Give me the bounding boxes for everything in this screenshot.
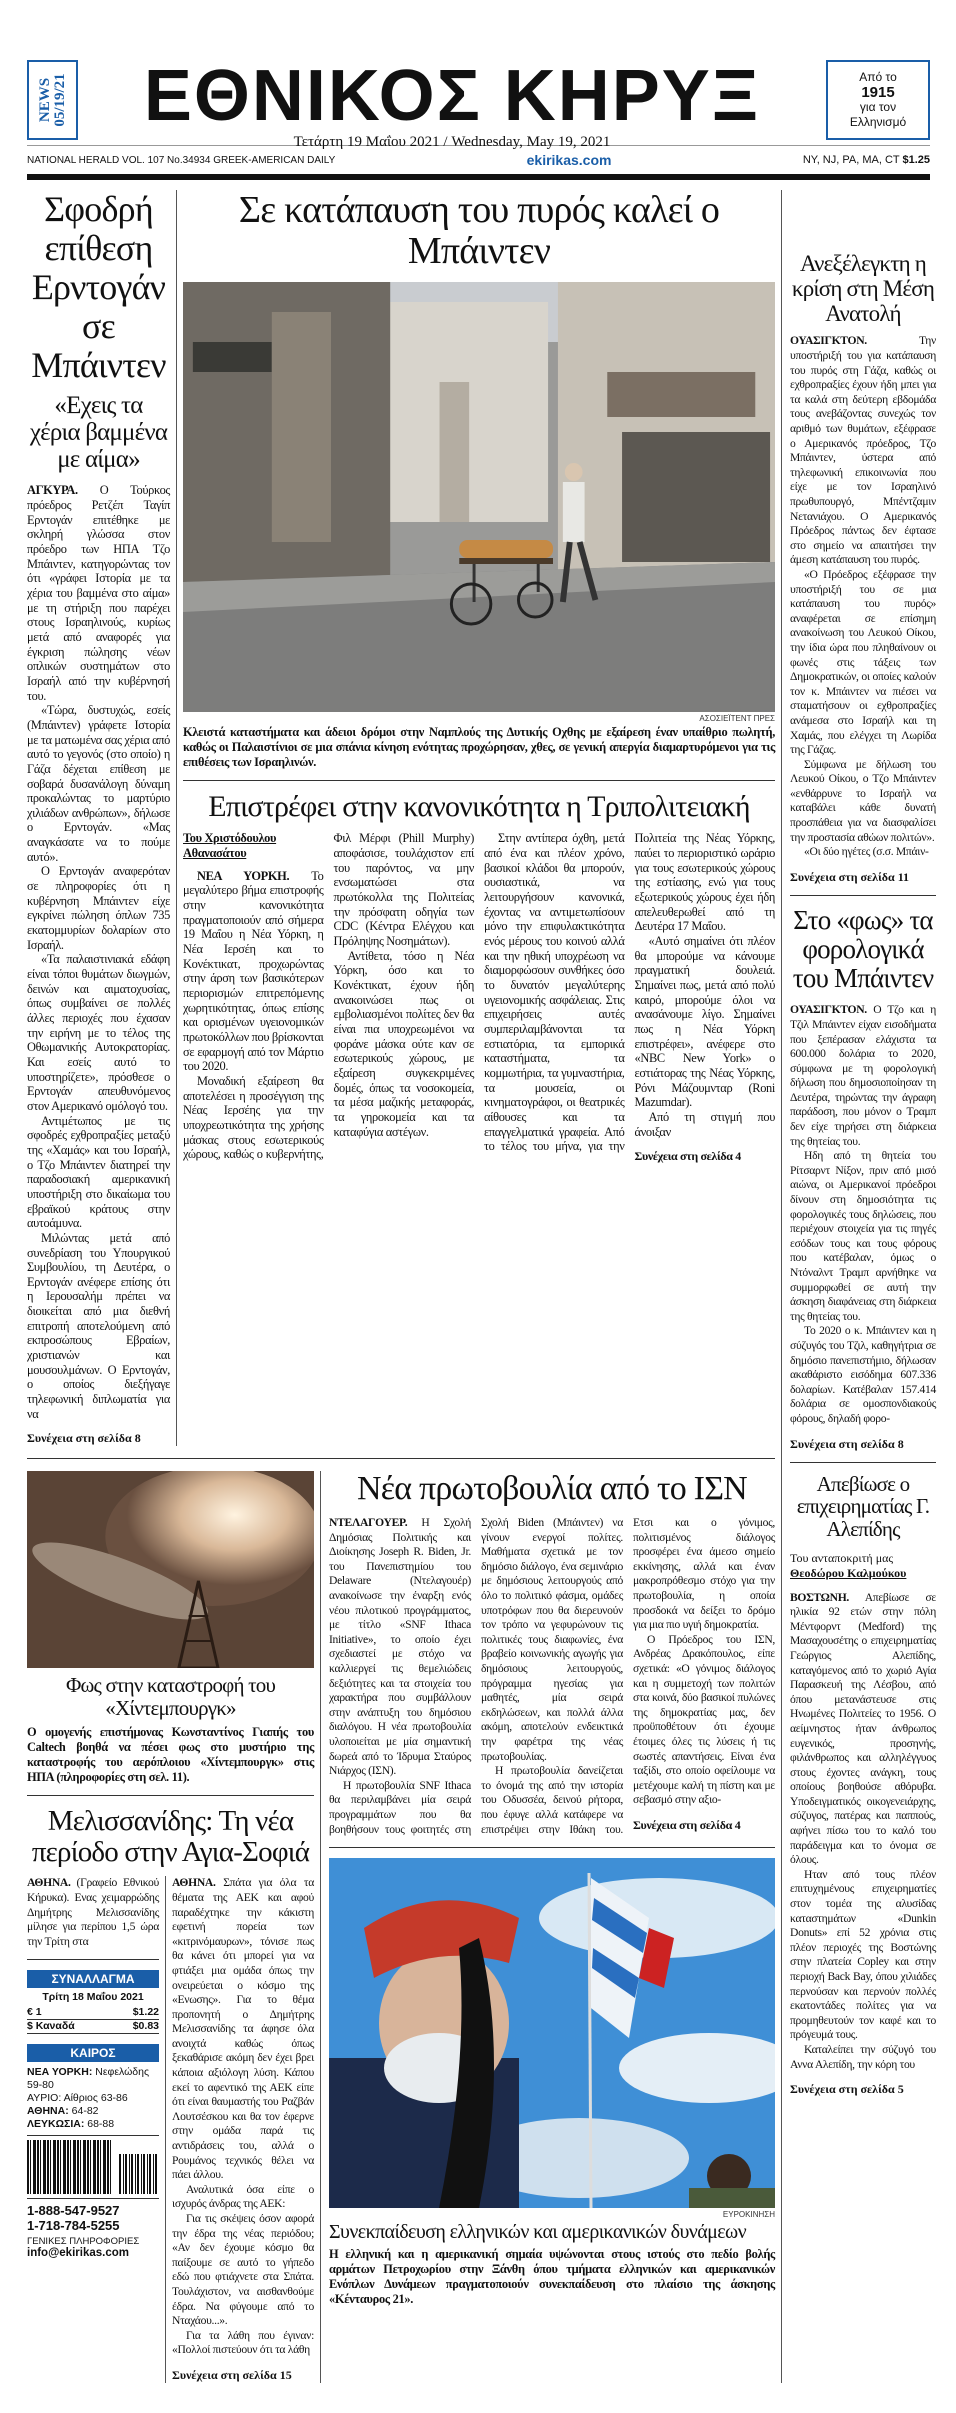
paragraph	[172, 2183, 314, 2212]
paragraph	[27, 1231, 170, 1422]
paragraph	[27, 952, 170, 1113]
weather-title: ΚΑΙΡΟΣ	[27, 2044, 159, 2062]
paragraph	[27, 483, 170, 703]
paragraph-text: Αναλυτικά όσα είπε ο ισχυρός άνδρας της ΑΕΚ:	[172, 2182, 314, 2211]
article-body	[790, 334, 936, 859]
paragraph-text: «Τώρα, δυστυχώς, εσείς (Μπάιντεν) γράφετε Ιστορία με τα ματωμένα σας χέρια από αυτό το γεγονός (στο οποίο) η Γάζα δέχεται επίθεση με σοβαρά δυσανάλογη δύναμη προκαλώντας το μαρτύριο χιλιάδων ανθρώπων», δήλωσε ο Ερντογάν. «Μας αναγκάσατε να το πούμε αυτό».	[27, 703, 170, 864]
article-body	[27, 483, 170, 1421]
paragraph-text: Αντιμέτωπος με τις σφοδρές εχθροπραξίες μεταξύ της «Χαμάς» και του Ισραήλ, ο Τζο Μπάιντεν διατηρεί την παραδοσιακή αμερικανική υποστήριξη στο δικαίωμα του εβραϊκού κράτους στην αυτοάμυνα.	[27, 1113, 170, 1231]
phone-2: 1-718-784-5255	[27, 2218, 120, 2234]
hindenburg-headline: Φως στην καταστροφή του «Χίντεμπουργκ»	[65, 1673, 276, 1721]
phone-1: 1-888-547-9527	[27, 2203, 120, 2219]
article-headline: Στο «φως» τα φορολογικά του Μπάιντεν	[792, 904, 934, 994]
paragraph	[790, 2043, 936, 2072]
paragraph	[790, 1591, 936, 1868]
paragraph-text: Ηδη από τη θητεία του Ρίτσαρντ Νίξον, πριν από μισό αιώνα, οι Αμερικανοί πρόεδροι δίνουν στη δημοσιότητα τις φορολογικές τους δηλώσεις, που περιέχουν στοιχεία για τις πηγές εσόδων τους και τους φόρους που κατέβαλαν, όμως ο Ντόναλντ Τραμπ αρνήθηκε να συμμορφωθεί σε αυτή την άσκηση διαφάνειας στη διάρκεια της θητείας του.	[790, 1149, 936, 1323]
melissanidis-lead	[27, 1876, 159, 1949]
isn-headline: Νέα πρωτοβουλία από το ΙΣΝ	[357, 1470, 747, 1508]
barcode	[27, 2135, 159, 2198]
region-price	[803, 154, 930, 166]
photo-caption: Κλειστά καταστήματα και άδειοι δρόμοι στην Ναμπλούς της Δυτικής Οχθης με εξαίρεση έναν υπαίθριο πωλητή, καθώς οι Παλαιστίνιοι σε μια σπάνια κίνηση ενότητας προχώρησαν, χθες, σε γενική απεργία διαμαρτυρόμενοι για τις επιθέσεις των Ισραηλινών.	[183, 725, 775, 770]
paragraph	[172, 2329, 314, 2358]
continued-link[interactable]: Συνέχεια στη σελίδα 8	[790, 1436, 904, 1451]
since-badge	[826, 60, 930, 140]
info-box	[27, 1970, 159, 2259]
rate: $0.83	[132, 2020, 159, 2033]
paragraph	[172, 1876, 314, 2182]
continued-link[interactable]: Συνέχεια στη σελίδα 4	[633, 1817, 741, 1832]
regions: NY, NJ, PA, MA, CT	[802, 154, 900, 166]
paragraph-text: Σπάτα για όλα τα θέματα της ΑΕΚ και αφού παραδέχτηκε την κάκιστη εφετινή πορεία των «κιτρινόμαυρων», τόνισε πως θα κάνει ότι μπορεί για να φτιάξει μια ομάδα όπως την ονειρεύεται ο κόσμο της «Ενωσης». Για το θέμα προπονητή ο Δημήτρης Μελισσανίδης τα άφησε όλα ανοιχτά καθώς όπως ξεκαθάρισε ακόμη δεν έχει βρει κάποια αξιόλογη λύση. Κάπου εκεί το αφεντικό της ΑΕΚ είπε ότι είναι θαυμαστής του Ραζβάν Λουτσέσκου και θα τον έφερνε στην ομάδα παρά τις αντιδράσεις του, αλλά ο Ρουμάνος τεχνικός θέλει να πάει άλλου.	[172, 1876, 314, 2182]
paragraph	[790, 334, 936, 568]
city: ΝΕΑ ΥΟΡΚΗ:	[27, 2066, 93, 2079]
paragraph-text: «Οι δύο ηγέτες (σ.σ. Μπάιν-	[804, 845, 929, 859]
paragraph-text: Για τα λάθη που έγιναν: «Πολλοί πιστεύουν ότι τα λάθη	[172, 2328, 314, 2357]
paragraph-text: Από τη στιγμή που άνοιξαν	[634, 1109, 775, 1139]
city: ΑΘΗΝΑ:	[27, 2105, 69, 2118]
paragraph	[183, 869, 324, 1074]
forecast: Νεφελώδης 59-80	[27, 2066, 150, 2092]
dateline: ΒΟΣΤΩΝΗ.	[790, 1590, 850, 1604]
melissanidis-headline: Μελισσανίδης: Τη νέα περίοδο στην Αγια-Σοφιά	[31, 1804, 310, 1869]
paragraph	[633, 1633, 775, 1808]
logo: ΕΘΝΙΚΟΣ ΚΗΡΥΞ	[143, 56, 761, 136]
dateline: ΟΥΑΣΙΓΚΤΟΝ.	[790, 1003, 867, 1017]
info-bar	[27, 146, 930, 180]
weather-row	[27, 2105, 159, 2118]
website-link[interactable]: ekirikas.com	[526, 152, 612, 168]
continued-link[interactable]: Συνέχεια στη σελίδα 8	[27, 1431, 141, 1446]
byline: Του Χριστόδουλου Αθανασάτου	[183, 831, 277, 861]
training-photo	[329, 1858, 775, 2208]
dateline: ΝΕΑ ΥΟΡΚΗ.	[197, 868, 290, 883]
paragraph-text: «Τα παλαιστινιακά εδάφη είναι τόποι θυμάτων διωγμών, δεινών και αιματοχυσίας, όπως συμβαίνει σε πολλές άλλες περιοχές που έχασαν την ειρήνη με το τέλος της Οθωμανικής Αυτοκρατορίας. Και εσείς αυτό το υποστηρίζετε», πρόσθεσε ο Ερντογάν απευθυνόμενος στον Αμερικανό ομόλογό του.	[27, 952, 170, 1113]
since-label: για τον	[859, 100, 897, 114]
dateline: ΑΘΗΝΑ.	[27, 1876, 71, 1890]
paragraph-text: «Αυτό σημαίνει ότι πλέον θα μπορούμε να κάνουμε πραγματική δουλειά. Σημαίνει πως, μετά από πολύ καιρό, μπορούμε όλοι να ανασάνουμε λίγο. Σημαίνει πως η Νέα Υόρκη επιστρέφει», ανέφερε στο «NBC New York» ο εστιάτορας της Νέας Υόρκης, Ρόνι Μάζουμνταρ (Roni Mazumdar).	[634, 934, 775, 1110]
paragraph	[27, 1114, 170, 1231]
photo-credit: ΕΥΡΟΚΙΝΗΣΗ	[722, 2210, 775, 2220]
since-label: Ελληνισμό	[849, 115, 907, 129]
weather-row	[27, 2066, 159, 2092]
article-headline: Σφοδρή επίθεση Ερντογάν σε Μπάιντεν	[31, 189, 166, 385]
paragraph	[27, 703, 170, 864]
paragraph-text: Ο Τζο και η Τζιλ Μπάιντεν είχαν εισοδήματα που ξεπέρασαν ελάχιστα τα 600.000 δολάρια το 2020, σύμφωνα με τη φορολογική δήλωση που δημοσιοποίησαν τη Δευτέρα, τηρώντας την άγραφη παράδοση, που μόνον ο Τραμπ δεν είχε τηρήσει στη διάρκεια της θητείας του.	[790, 1003, 936, 1148]
paragraph-text: «Ο Πρόεδρος εξέφρασε την υποστήριξή του σε μια κατάπαυση του πυρός» αναφέρεται σε επίσημη ανακοίνωση του Λευκού Οίκου, την ίδια ώρα που πληθαίνουν οι φωνές στις τάξεις των Δημοκρατικών, οι οποίες καλούν τον κ. Μπάιντεν να πιέσει να σταματήσουν οι εχθροπραξίες ανάμεσα στο Ισραήλ και τη Χαμάς, που ελέγχει τη Λωρίδα της Γάζας.	[790, 567, 936, 757]
paragraph-text: Σύμφωνα με δήλωση του Λευκού Οίκου, ο Τζο Μπάιντεν «ενθάρρυνε το Ισραήλ να καταβάλει κάθε δυνατή προσπάθεια για να διασφαλίσει την προστασία αθώων πολιτών».	[790, 757, 936, 844]
alepidis-article	[790, 1473, 936, 2098]
tripoli-article	[183, 831, 775, 1163]
article-headline: Απεβίωσε ο επιχειρηματίας Γ. Αλεπίδης	[796, 1471, 930, 1541]
paragraph	[635, 1110, 776, 1139]
news-label: NEWS	[36, 77, 53, 123]
paragraph-text: Η πρωτοβουλία SNF Ithaca θα περιλαμβάνει μία σειρά προγραμμάτων που θα βοηθήσουν τους φοιτητές στη Σχολή Biden (Μπάιντεν) να γίνουν ενεργοί πολίτες. Μαθήματα σχετικά με τον δημόσιο διάλογο, ένα σεμινάριο με δημόσιους λειτουργούς από όλο το πολιτικό φάσμα, ομάδες υποτρόφων που θα διερευνούν τον τρόπο να γεφυρώνουν τις πολιτικές τους διαφωνίες, ένα βραβείο κοινωνικής αγωγής για δημόσιους λειτουργούς, πρόγραμμα ηγεσίας για μαθητές, μία σειρά εκδηλώσεων, και πολλά άλλα ακόμη, αποτελούν ενδεικτικά την φαρέτρα της νέας πρωτοβουλίας.	[329, 1516, 623, 1836]
taxes-article	[790, 906, 936, 1452]
mideast-article	[790, 252, 936, 885]
paragraph-text: Απεβίωσε σε ηλικία 92 ετών στην πόλη Μέντφορντ (Medford) της Μασαχουσέτης ο επιχειρηματίας Γεώργιος Αλεπίδης, καταγόμενος από το χωριό Αγία Παρασκευή της Λέσβου, από όπου μετανάστευσε στις Ηνωμένες Πολιτείες το 1956. Ο αείμνηστος ήταν άνθρωπος ευγενικός, προσηνής, φιλάνθρωπος και αλληλέγγυος στους έχοντες ανάγκη, τους οποίους βοηθούσε αθόρυβα. Υποδειγματικός οικογενειάρχης, σύζυγος, πατέρας και παππούς, αφήνει πίσω του το καλό του παράδειγμα και το όνομα σε όλους.	[790, 1590, 936, 1867]
paragraph	[635, 934, 776, 1110]
paragraph-text: Ο Ερντογάν αναφερόταν σε πληροφορίες ότι η κυβέρνηση Μπάιντεν είχε εγκρίνει πώληση όπλων 735 εκατομμυρίων δολαρίων στο Ισραήλ.	[27, 864, 170, 952]
paragraph-text: Η Σχολή Δημόσιας Πολιτικής και Διοίκησης Joseph R. Biden, Jr. του Πανεπιστημίου του Delaware (Ντελαγουέρ) ανακοίνωσε την έναρξη ενός νέου πιλοτικού προγράμματος, με τίτλο «SNF Ithaca Initiative», το οποίο έχει σχεδιαστεί με στόχο να καλλιεργεί τις θεμελιώδεις δεξιότητες και τα στοιχεία του χαρακτήρα που συμβάλλουν στην ανάπτυξη του δημόσιου διαλόγου. Η νέα πρωτοβουλία υλοποιείται με μία σημαντική δωρεά από το Ίδρυμα Σταύρος Νιάρχος (ΙΣΝ).	[329, 1516, 471, 1778]
paragraph-text: Στην αντίπερα όχθη, μετά από ένα και πλέον χρόνο, βασικοί κλάδοι θα μπορούν, ουσιαστικά, να λειτουργήσουν κανονικά, έχοντας να αντιμετωπίσουν μόνο την επιφυλακτικότητα ενός μέρους του κοινού αλλά και την ηθική υποχρέωση να διαμορφώσουν συνθήκες όσο το δυνατόν μεγαλύτερης υγειονομικής ασφάλειας. Στις επιχειρήσεις αυτές συμπεριλαμβάνονται τα εστιατόρια, τα εμπορικά καταστήματα, τα κομμωτήρια, τα γυμναστήρια, τα μουσεία, οι κινηματογράφοι, οι θεατρικές αίθουσες και τα επαγγελματικά γραφεία. Από το τέλος του μήνα, για την Πολιτεία της Νέας Υόρκης, παύει το περιοριστικό ωράριο για τους εσωτερικούς χώρους της εστίασης, ενώ για τους εξωτερικούς χώρους έχει ήδη απελευθερωθεί από τη Δευτέρα 17 Μαΐου.	[484, 831, 775, 1154]
photo-credit: ΑΣΟΣΙΕΪΤΕΝΤ ΠΡΕΣ	[699, 714, 775, 724]
paragraph	[790, 1868, 936, 2043]
paragraph	[334, 949, 475, 1140]
currency: € 1	[27, 2006, 42, 2019]
dateline: ΑΓΚΥΡΑ.	[27, 483, 78, 498]
byline: Θεοδώρου Καλμούκου	[790, 1565, 907, 1580]
paragraph-text: Ο Τούρκος πρόεδρος Ρετζέπ Ταγίπ Ερντογάν επιτέθηκε με σκληρή γλώσσα στον πρόεδρο των ΗΠΑ Τζο Μπάιντεν, κατηγορώντας τον ότι «γράφει Ιστορία με τα χέρια του βαμμένα στο αίμα» με τη στήριξη που παρέχει στους Ισραηλινούς, κυρίως μετά από αναφορές για έγκριση πώλησης νέων οπλικών συστημάτων στο Ισραήλ από την κυβέρνησή του.	[27, 483, 170, 703]
melissanidis-article	[165, 1876, 314, 2383]
continued-link[interactable]: Συνέχεια στη σελίδα 15	[172, 2367, 292, 2382]
isn-article	[329, 1516, 775, 1837]
exchange-date: Τρίτη 18 Μαΐου 2021	[42, 1991, 144, 2004]
continued-link[interactable]: Συνέχεια στη σελίδα 5	[790, 2082, 904, 2097]
info-label: ΓΕΝΙΚΕΣ ΠΛΗΡΟΦΟΡΙΕΣ	[27, 2236, 140, 2248]
city: ΛΕΥΚΩΣΙΑ:	[27, 2118, 85, 2131]
date-badge	[27, 60, 78, 140]
paragraph-text: Για τις σκέψεις όσον αφορά την έδρα της νέας περιόδου; «Αν δεν έχουμε κόσμο θα παίξουμε σε αυτό το γήπεδο εδώ που φτιάχνετε στα Σπάτα. Τουλάχιστον, να αισθανθούμε έδρα. Να φύγουμε από το Νταχάου...».	[172, 2212, 314, 2328]
paragraph-text: Καταλείπει την σύζυγό του Αννα Αλεπίδη, την κόρη του	[790, 2042, 936, 2071]
currency: $ Καναδά	[27, 2020, 75, 2033]
paragraph	[790, 1149, 936, 1324]
tripoli-headline: Επιστρέφει στην κανονικότητα η Τριπολιτειακή	[208, 790, 750, 824]
exchange-row	[27, 2020, 159, 2034]
volume-info: NATIONAL HERALD VOL. 107 No.34934 GREEK-AMERICAN DAILY	[27, 154, 336, 166]
weather-row	[27, 2118, 159, 2131]
price: $1.25	[902, 154, 930, 166]
paragraph-text: Ο Πρόεδρος του ΙΣΝ, Ανδρέας Δρακόπουλος, είπε σχετικά: «Ο γόνιμος διάλογος και η συμμετοχή των πολιτών στα κοινά, δύο βασικοί πυλώνες της δημοκρατίας μας, δεν προϋποθέτουν ότι έχουμε έτοιμες όλες τις λύσεις ή τις σωστές απαντήσεις. Είναι ένα ταξίδι, στο οποίο οφείλουμε να μετέχουμε καλή τη πίστη και με σεβασμό στην αξιο-	[633, 1632, 775, 1807]
paragraph	[329, 1516, 471, 1779]
erdogan-article	[27, 190, 177, 1446]
training-headline: Συνεκπαίδευση ελληνικών και αμερικανικών δυνάμεων	[329, 2221, 747, 2244]
city: ΑΥΡΙΟ:	[27, 2092, 62, 2105]
paragraph-text: Αντίθετα, τόσο η Νέα Υόρκη, όσο και το Κονέκτικατ, έχουν ήδη ανακοινώσει πως οι εμβολιασμένοι πολίτες δεν θα είναι πια υποχρεωμένοι να φοράνε μάσκα ούτε καν σε εσωτερικούς χώρους, με εξαίρεση συγκεκριμένες δομές, όπως τα νοσοκομεία, τα μέσα μαζικής μεταφοράς, τα γηροκομεία και τα καταφύγια αστέγων.	[333, 948, 474, 1139]
article-body	[172, 1876, 314, 2358]
article-body	[790, 1003, 936, 1426]
continued-link[interactable]: Συνέχεια στη σελίδα 4	[634, 1149, 741, 1164]
paragraph	[790, 845, 936, 860]
lead-headline: Σε κατάπαυση του πυρός καλεί ο Μπάιντεν	[238, 189, 720, 273]
masthead	[27, 0, 930, 150]
paragraph-text: Μιλώντας μετά από συνεδρίαση του Υπουργικού Συμβουλίου, τη Δευτέρα, ο Ερντογάν ανέφερε επίσης ότι η Ιερουσαλήμ πρέπει να διοικείται από μια διεθνή επιτροπή αποτελούμενη από εκπροσώπους Εβραίων, χριστιανών και μουσουλμάνων. Ο Ερντογάν, ο οποίος διεξήγαγε τηλεφωνική διπλωματία για να	[27, 1230, 170, 1421]
paragraph	[790, 758, 936, 846]
paragraph	[790, 568, 936, 758]
paragraph	[172, 2212, 314, 2329]
hindenburg-photo	[27, 1471, 314, 1668]
since-label: Από το	[859, 70, 897, 84]
article-body	[790, 1591, 936, 2073]
lead-text: (Γραφείο Εθνικού Κήρυκα). Ενας χειμαρρώδης Δημήτρης Μελισσανίδης μίλησε για περίπου 1,5 ώρα την Τρίτη στα	[27, 1876, 159, 1948]
byline-prefix: Του ανταποκριτή μας	[790, 1550, 894, 1565]
article-subhead: «Εχεις τα χέρια βαμμένα με αίμα»	[29, 392, 168, 474]
hindenburg-caption: Ο ομογενής επιστήμονας Κωνσταντίνος Γιαπής του Caltech βοηθά να πέσει φως στο μυστήριο της καταστροφής του αερόπλοιου «Χίντεμπουργκ» στις ΗΠΑ (πληροφορίες στη σελ. 11).	[27, 1724, 314, 1784]
dateline: ΝΤΕΛΑΓΟΥΕΡ.	[329, 1516, 408, 1530]
paragraph-text: Το 2020 ο κ. Μπάιντεν και η σύζυγός του Τζιλ, καθηγήτρια σε δημόσιο πανεπιστήμιο, δήλωσαν ακαθάριστο εισόδημα 607.336 δολαρίων. Κατέβαλαν 157.414 δολάρια σε ομοσπονδιακούς φόρους, δηλαδή φορο-	[790, 1324, 936, 1425]
paragraph-text: Την υποστήριξή του για κατάπαυση του πυρός στη Γάζα, καθώς οι εχθροπραξίες έχουν ήδη μπει για τα καλά στη δεύτερη εβδομάδα τους ανεβάζοντας συνεχώς τον αριθμό των θυμάτων, εξέφρασε ο Αμερικανός πρόεδρος, Τζο Μπάιντεν, ύστερα από τηλεφωνική επικοινωνία που είχε με τον Ισραηλινό πρωθυπουργό, Μπέντζαμιν Νετανιάχου. Ο Αμερικανός Πρόεδρος πάντως δεν έφτασε στο σημείο να απαιτήσει την άμεση κατάπαυση του πυρός.	[790, 334, 936, 567]
lead-photo	[183, 282, 775, 712]
forecast: 64-82	[71, 2105, 99, 2118]
dateline: ΑΘΗΝΑ.	[172, 1876, 216, 1890]
article-headline: Ανεξέλεγκτη η κρίση στη Μέση Ανατολή	[791, 251, 935, 326]
paragraph	[27, 864, 170, 952]
paragraph-text: Η πρωτοβουλία δανείζεται το όνομά της από την ιστορία του Οδυσσέα, δεινού ρήτορα, που έφυγε αλλά κατάφερε να επιστρέψει στην Ιθάκη του. Ετσι και ο γόνιμος, πολιτισμένος διάλογος προσφέρει ένα άμεσο σημείο εκκίνησης, αλλά και έναν μακροπρόθεσμο στόχο για την πρωτοβουλία, η οποία προσδοκά να δείξει το δρόμο για μια πιο υγιή δημοκρατία.	[481, 1516, 775, 1836]
since-year: 1915	[861, 84, 895, 101]
exchange-row	[27, 2006, 159, 2020]
email-link[interactable]: info@ekirikas.com	[27, 2247, 129, 2260]
forecast: 68-88	[87, 2118, 115, 2131]
paragraph	[790, 1324, 936, 1426]
continued-link[interactable]: Συνέχεια στη σελίδα 11	[790, 869, 910, 884]
paragraph-text: Το μεγαλύτερο βήμα επιστροφής στην κανονικότητα πραγματοποιούν από σήμερα 19 Μαΐου η Νέα Υόρκη, η Νέα Ιερσέη και το Κονέκτικατ, προχωρώντας στην άρση των βασικότερων περιορισμών επιτρεπόμενης χωρητικότητας, όπως επίσης και ορισμένων υγειονομικών πρωτοκόλλων που βρίσκονται σε εφαρμογή από τον Μάρτιο του 2020.	[183, 868, 324, 1074]
paragraph-text: Μοναδική εξαίρεση θα αποτελέσει η προσέγγιση της Νέας Ιερσέης για την υποχρεωτικότητα της χρήσης μάσκας στους εσωτερικούς χώρους, καθώς ο κυβερνήτης, Φιλ Μέρφι (Phill Murphy) αποφάσισε, τουλάχιστον επί του παρόντος, να μην ενσωματώσει στα πρωτόκολλα της Πολιτείας την πρόσφατη οδηγία των CDC (Κέντρα Ελέγχου και Πρόληψης Νοσημάτων).	[183, 831, 474, 1162]
issue-date: 05/19/21	[51, 73, 68, 127]
paragraph-text: Ηταν από τους πλέον επιτυχημένους επιχειρηματίες στον τομέα της αλυσίδας καταστημάτων «Dunkin Donuts» επί 52 χρόνια στις πλέον περιοχές της Βοστώνης στην πλατεία Copley και στην περιοχή Back Bay, όπου χιλιάδες περνούσαν και περνούν πολλές εκατοντάδες πολίτες για να προμηθευτούν τον καφέ και το πρόγευμά τους.	[790, 1867, 936, 2042]
rate: $1.22	[132, 2006, 159, 2019]
paragraph	[790, 1003, 936, 1149]
forecast: Αίθριος 63-86	[63, 2092, 128, 2105]
weather-row	[27, 2092, 159, 2105]
dateline: ΟΥΑΣΙΓΚΤΟΝ.	[790, 334, 867, 348]
training-caption: Η ελληνική και η αμερικανική σημαία υψώνονται στους ιστούς στο πεδίο βολής αρμάτων Πετροχωρίου στην Ξάνθη όπου τμήματα ελληνικών και αμερικανικών Ενόπλων Δυνάμεων πραγματοποιούν συνεκπαίδευση στο πλαίσιο της άσκησης «Κένταυρος 21».	[329, 2247, 775, 2307]
exchange-title: ΣΥΝΑΛΛΑΓΜΑ	[27, 1970, 159, 1988]
masthead-date: Τετάρτη 19 Μαΐου 2021 / Wednesday, May 19, 2021	[293, 134, 611, 150]
